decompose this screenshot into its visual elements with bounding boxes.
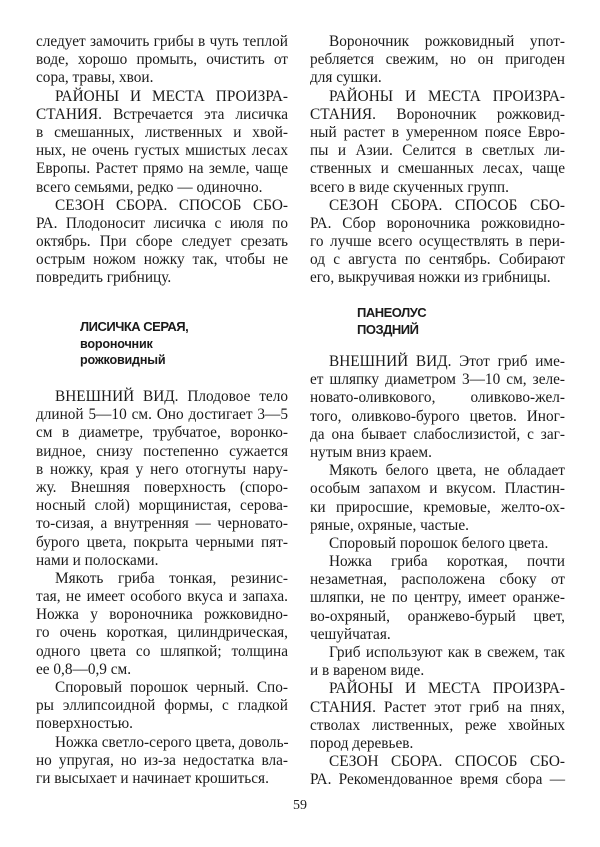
paragraph	[36, 679, 288, 734]
heading-title: ЛИСИЧКА СЕРАЯ,	[80, 319, 189, 334]
text-line: острым ножом ножку так, чтобы не	[36, 251, 288, 269]
text-line: ки приросшие, кремовые, желто-ох-	[310, 498, 565, 516]
text-line: ВНЕШНИЙ ВИД. Этот гриб име-	[329, 353, 565, 370]
paragraph	[310, 680, 565, 753]
paragraph	[36, 88, 288, 197]
text-line: для сушки.	[310, 69, 382, 87]
text-line: Вороночник рожковидный упот-	[329, 33, 565, 50]
text-line: Ножка светло-серого цвета, доволь-	[55, 733, 289, 751]
text-line: СЕЗОН СБОРА. СПОСОБ СБО-	[55, 196, 288, 214]
text-line: тая, не имеет особого вкуса и запаха.	[36, 588, 288, 606]
text-line: всего семьями, редко — одиночно.	[36, 178, 263, 196]
paragraph	[310, 553, 565, 644]
text-line: его, выкручивая ножки из грибницы.	[310, 269, 551, 287]
text-line: РАЙОНЫ И МЕСТА ПРОИЗРА-	[55, 87, 288, 105]
text-line: видное, снизу постепенно сужается	[36, 442, 288, 460]
paragraph	[36, 197, 288, 288]
text-line: ряные, охряные, частые.	[310, 516, 469, 534]
section-heading-lisichka-seraya	[80, 319, 188, 369]
text-line: Споровый порошок белого цвета.	[329, 534, 549, 552]
paragraph	[36, 734, 288, 789]
text-line: носный слой) морщинистая, серова-	[36, 497, 288, 515]
heading-title-line: ПОЗДНИЙ	[357, 321, 419, 337]
text-line: новато-оливкового, оливково-жел-	[310, 389, 565, 407]
text-line: ры эллипсоидной формы, с гладкой	[36, 697, 288, 715]
text-line: СТАНИЯ. Вороночник рожковид-	[310, 105, 565, 123]
text-line: РА. Плодоносит лисичка с июля по	[36, 214, 288, 232]
text-line: РАЙОНЫ И МЕСТА ПРОИЗРА-	[329, 680, 565, 698]
text-line: того, оливково-бурого цветов. Иног-	[310, 407, 565, 425]
text-line: в ножку, края у него отогнуты нару-	[36, 460, 288, 478]
text-line: нами и полосками.	[36, 551, 159, 569]
text-line: Ножка у вороночника рожковидно-	[36, 606, 288, 624]
text-line: во-охряный, оранжево-бурый цвет,	[310, 607, 565, 625]
text-line: РАЙОНЫ И МЕСТА ПРОИЗРА-	[329, 87, 565, 105]
paragraph	[310, 197, 565, 288]
text-line: ный растет в умеренном поясе Евро-	[310, 123, 565, 141]
text-line: го лучше всего осуществлять в пери-	[310, 233, 565, 251]
text-line: СЕЗОН СБОРА. СПОСОБ СБО-	[329, 753, 565, 771]
text-line: пы и Азии. Селится в светлых ли-	[310, 142, 565, 160]
right-column-top-text	[310, 33, 565, 288]
paragraph	[36, 388, 288, 570]
paragraph	[36, 33, 288, 88]
text-line: следует замочить грибы в чуть теплой	[36, 33, 288, 50]
text-line: жу. Внешняя поверхность (споро-	[36, 478, 288, 496]
paragraph	[310, 88, 565, 197]
text-line: и в вареном виде.	[310, 662, 425, 680]
text-line: поверхностью.	[36, 715, 133, 733]
left-column-top-text	[36, 33, 288, 288]
text-line: РА. Рекомендованное время сбора —	[310, 771, 565, 789]
text-line: длиной 5—10 см. Оно достигает 3—5	[36, 406, 288, 424]
text-line: ВНЕШНИЙ ВИД. Плодовое тело	[55, 388, 288, 405]
text-line: да она бывает слабослизистой, с заг-	[310, 425, 565, 443]
paragraph	[310, 644, 565, 680]
text-line: сора, травы, хвои.	[36, 69, 154, 87]
text-line: см в диаметре, трубчатое, воронко-	[36, 424, 288, 442]
text-line: го очень короткая, цилиндрическая,	[36, 624, 288, 642]
text-line: шляпки, не по центру, имеет оранже-	[310, 589, 565, 607]
text-line: одного цвета со шляпкой; толщина	[36, 642, 288, 660]
text-line: Гриб используют как в свежем, так	[329, 644, 565, 661]
paragraph	[310, 462, 565, 535]
heading-subtitle-line: вороночник	[80, 336, 153, 351]
text-line: СТАНИЯ. Встречается эта лисичка	[36, 105, 288, 123]
paragraph	[310, 33, 565, 88]
paragraph	[36, 570, 288, 679]
text-line: од с августа по сентябрь. Собирают	[310, 251, 565, 269]
text-line: незаметная, расположена сбоку от	[310, 571, 565, 589]
left-column-body-text	[36, 388, 288, 788]
text-line: СЕЗОН СБОРА. СПОСОБ СБО-	[329, 196, 565, 214]
text-line: Споровый порошок черный. Спо-	[55, 679, 288, 696]
text-line: ственных и смешанных лесах, чаще	[310, 160, 565, 178]
text-line: в смешанных, лиственных и хвой-	[36, 123, 288, 141]
text-line: но упругая, но из-за недостатка вла-	[36, 751, 288, 769]
text-line: всего в виде скученных групп.	[310, 178, 509, 196]
text-line: Европы. Растет прямо на земле, чаще	[36, 160, 288, 178]
text-line: ет шляпку диаметром 3—10 см, зеле-	[310, 371, 565, 389]
text-line: Мякоть белого цвета, не обладает	[329, 462, 565, 480]
text-line: СТАНИЯ. Растет этот гриб на пнях,	[310, 698, 565, 716]
text-line: нутым вниз краем.	[310, 443, 432, 461]
text-line: Ножка гриба короткая, почти	[329, 553, 565, 571]
section-heading-paneolus-pozdniy	[357, 305, 426, 338]
text-line: стволах лиственных, реже хвойных	[310, 716, 565, 734]
paragraph	[310, 353, 565, 462]
text-line: РА. Сбор вороночника рожковидно-	[310, 214, 565, 232]
heading-title-line: ПАНЕОЛУС	[357, 305, 427, 320]
text-line: бурого цвета, покрыта черными пят-	[36, 533, 288, 551]
heading-subtitle-line: рожковидный	[80, 353, 166, 367]
text-line: ребляется свежим, но он пригоден	[310, 51, 565, 69]
text-line: воде, хорошо промыть, очистить от	[36, 51, 288, 69]
text-line: ных, не очень густых мшистых лесах	[36, 142, 288, 160]
text-line: ги высыхает и начинает крошиться.	[36, 769, 269, 787]
text-line: ее 0,8—0,9 см.	[36, 660, 132, 678]
text-line: повредить грибницу.	[36, 269, 172, 287]
paragraph	[310, 535, 565, 553]
right-column-body-text	[310, 353, 565, 790]
paragraph	[310, 753, 565, 789]
text-line: то-сизая, а внутренняя — черновато-	[36, 515, 288, 533]
page-number: 59	[293, 798, 307, 813]
text-line: чешуйчатая.	[310, 625, 391, 643]
text-line: Мякоть гриба тонкая, резинис-	[55, 569, 288, 587]
text-line: пород деревьев.	[310, 734, 414, 752]
text-line: особым запахом и вкусом. Пластин-	[310, 480, 565, 498]
text-line: октябрь. При сборе следует срезать	[36, 233, 288, 251]
